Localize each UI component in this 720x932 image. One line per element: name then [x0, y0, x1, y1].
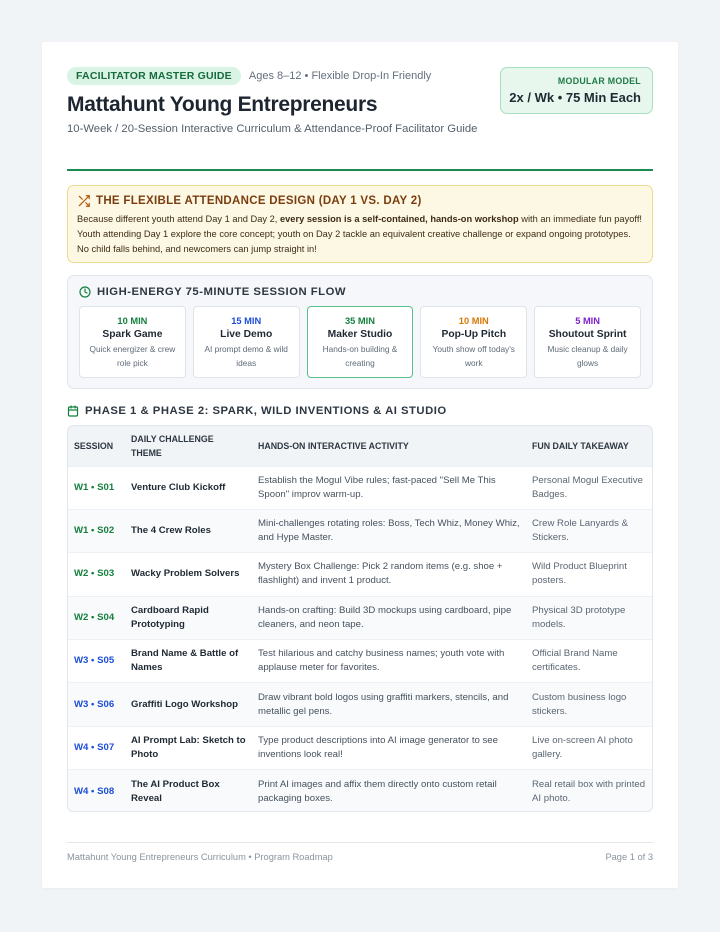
session-cell: W4 • S08 — [68, 770, 125, 812]
shuffle-icon — [77, 194, 91, 208]
session-cell: W1 • S02 — [68, 509, 125, 552]
flow-card-time: 5 MIN — [575, 316, 600, 326]
flow-card-desc: Quick energizer & crew role pick — [89, 344, 176, 368]
attendance-text-emphasis: every session is a self-contained, hands-on workshop — [279, 214, 519, 224]
session-cell: W2 • S03 — [68, 553, 125, 596]
page-number: Page 1 of 3 — [605, 852, 653, 862]
col-header-takeaway: FUN DAILY TAKEAWAY — [526, 426, 653, 466]
activity-cell: Draw vibrant bold logos using graffiti markers, stencils, and metallic gel pens. — [252, 683, 526, 726]
activity-cell: Mystery Box Challenge: Pick 2 random items (e.g. shoe + flashlight) and invent 1 product. — [252, 553, 526, 596]
table-row — [68, 509, 653, 552]
phase-heading-row — [67, 405, 447, 417]
flow-card-name: Maker Studio — [327, 329, 393, 340]
activity-cell: Establish the Mogul Vibe rules; fast-paced "Sell Me This Spoon" improv warm-up. — [252, 466, 526, 509]
activity-cell: Test hilarious and catchy business names; youth vote with applause meter for favorites. — [252, 640, 526, 683]
curriculum-table — [67, 425, 653, 812]
flow-card-maker-studio — [307, 306, 414, 378]
document-page — [42, 42, 678, 888]
flow-card-live-demo — [193, 306, 300, 378]
attendance-text-end: with an immediate fun payoff! Youth attending Day 1 explore the core concept; youth on Day 2 tackle an equivalent creative challenge or expand ongoing prototypes. No child falls behind, and newcomers can jump straight in! — [77, 214, 642, 254]
theme-cell: The 4 Crew Roles — [125, 509, 252, 552]
session-cell: W1 • S01 — [68, 466, 125, 509]
session-flow-heading: HIGH-ENERGY 75-MINUTE SESSION FLOW — [97, 286, 347, 298]
footer-divider — [67, 842, 653, 843]
model-label: MODULAR MODEL — [557, 76, 641, 86]
page-subtitle: 10-Week / 20-Session Interactive Curriculum & Attendance-Proof Facilitator Guide — [67, 123, 478, 135]
takeaway-cell: Physical 3D prototype models. — [526, 596, 653, 639]
activity-cell: Print AI images and affix them directly onto custom retail packaging boxes. — [252, 770, 526, 812]
activity-cell: Type product descriptions into AI image generator to see inventions look real! — [252, 726, 526, 769]
flow-card-time: 35 MIN — [345, 316, 375, 326]
table-row — [68, 726, 653, 769]
page-title: Mattahunt Young Entrepreneurs — [67, 93, 378, 116]
takeaway-cell: Custom business logo stickers. — [526, 683, 653, 726]
flow-card-desc: AI prompt demo & wild ideas — [204, 344, 288, 368]
table-row — [68, 466, 653, 509]
flow-card-time: 15 MIN — [231, 316, 262, 326]
model-value: 2x / Wk • 75 Min Each — [509, 90, 641, 105]
takeaway-cell: Real retail box with printed AI photo. — [526, 770, 653, 812]
takeaway-cell: Official Brand Name certificates. — [526, 640, 653, 683]
flow-card-name: Pop-Up Pitch — [441, 329, 507, 340]
flow-card-name: Shoutout Sprint — [548, 329, 627, 340]
flow-card-time: 10 MIN — [458, 316, 489, 326]
takeaway-cell: Wild Product Blueprint posters. — [526, 553, 653, 596]
activity-cell: Hands-on crafting: Build 3D mockups using cardboard, pipe cleaners, and neon tape. — [252, 596, 526, 639]
attendance-heading: THE FLEXIBLE ATTENDANCE DESIGN (DAY 1 VS. DAY 2) — [96, 195, 422, 207]
flow-card-desc: Music cleanup & daily glows — [547, 344, 628, 368]
flow-card-desc: Hands-on building & creating — [322, 344, 398, 368]
activity-cell: Mini-challenges rotating roles: Boss, Tech Whiz, Money Whiz, and Hype Master. — [252, 509, 526, 552]
table-header-row — [68, 426, 653, 466]
guide-badge: FACILITATOR MASTER GUIDE — [67, 67, 241, 85]
phase-heading: PHASE 1 & PHASE 2: SPARK, WILD INVENTIONS & AI STUDIO — [85, 405, 447, 417]
attendance-heading-row — [77, 194, 643, 208]
theme-cell: Venture Club Kickoff — [125, 466, 252, 509]
session-cell: W2 • S04 — [68, 596, 125, 639]
theme-cell: Graffiti Logo Workshop — [125, 683, 252, 726]
theme-cell: Wacky Problem Solvers — [125, 553, 252, 596]
session-flow-panel — [67, 275, 653, 389]
attendance-text-start: Because different youth attend Day 1 and Day 2, — [77, 214, 280, 224]
flow-card-desc: Youth show off today's work — [432, 344, 515, 368]
col-header-theme: DAILY CHALLENGE THEME — [125, 426, 252, 466]
model-callout — [500, 67, 653, 114]
flow-card-spark-game — [79, 306, 186, 378]
session-cell: W3 • S05 — [68, 640, 125, 683]
col-header-activity: HANDS-ON INTERACTIVE ACTIVITY — [252, 426, 526, 466]
takeaway-cell: Personal Mogul Executive Badges. — [526, 466, 653, 509]
header-divider — [67, 169, 653, 171]
attendance-callout — [67, 185, 653, 263]
audience-meta: Ages 8–12 • Flexible Drop-In Friendly — [248, 70, 432, 82]
flow-card-pop-up-pitch — [420, 306, 527, 378]
flow-card-name: Live Demo — [220, 329, 273, 340]
flow-card-name: Spark Game — [102, 329, 163, 340]
table-row — [68, 770, 653, 812]
calendar-icon — [67, 405, 79, 417]
theme-cell: Cardboard Rapid Prototyping — [125, 596, 252, 639]
flow-cards — [79, 306, 641, 378]
table-row — [68, 596, 653, 639]
theme-cell: AI Prompt Lab: Sketch to Photo — [125, 726, 252, 769]
clock-icon — [79, 286, 91, 298]
table-row — [68, 683, 653, 726]
page-content — [67, 67, 653, 888]
page-footer — [67, 852, 653, 862]
session-cell: W4 • S07 — [68, 726, 125, 769]
table-row — [68, 553, 653, 596]
table-row — [68, 640, 653, 683]
footer-title: Mattahunt Young Entrepreneurs Curriculum • Program Roadmap — [67, 852, 333, 862]
theme-cell: The AI Product Box Reveal — [125, 770, 252, 812]
takeaway-cell: Crew Role Lanyards & Stickers. — [526, 509, 653, 552]
takeaway-cell: Live on-screen AI photo gallery. — [526, 726, 653, 769]
theme-cell: Brand Name & Battle of Names — [125, 640, 252, 683]
col-header-session: SESSION — [68, 426, 125, 466]
session-cell: W3 • S06 — [68, 683, 125, 726]
attendance-text — [77, 212, 643, 257]
flow-card-time: 10 MIN — [117, 316, 148, 326]
flow-card-shoutout-sprint — [534, 306, 641, 378]
session-flow-heading-row — [79, 286, 641, 298]
